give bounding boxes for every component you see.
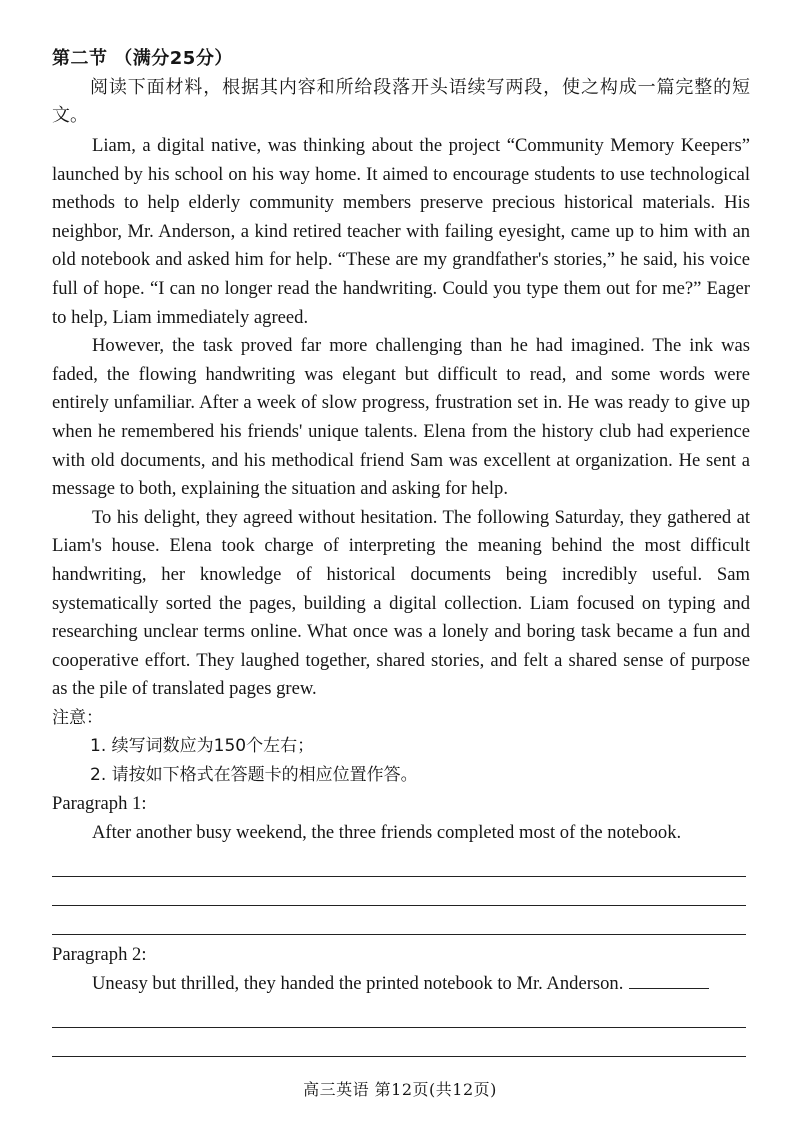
- paragraph-1-starter: After another busy weekend, the three friends completed most of the notebook.: [92, 821, 682, 843]
- exam-page: [52, 44, 750, 1057]
- page-footer: 高三英语 第12页(共12页): [303, 1080, 497, 1099]
- paragraph-2-starter-line: [92, 969, 750, 999]
- answer-line[interactable]: [52, 999, 746, 1028]
- answer-line[interactable]: [52, 848, 746, 877]
- starter-blank[interactable]: [629, 974, 709, 989]
- notice-item: 1. 续写词数应为150个左右；: [90, 735, 315, 756]
- passage: [52, 132, 750, 704]
- paragraph-2-block: [52, 941, 750, 1057]
- answer-line[interactable]: [52, 906, 746, 935]
- notice-label: 注意：: [52, 707, 103, 728]
- passage-paragraph: To his delight, they agreed without hesitation. The following Saturday, they gathered at Liam's house. Elena took charge of interpreting the meaning behind the most difficult handwriting, her knowledge of historical documents being incredibly useful. Sam systematically sorted the pages, building a digital collection. Liam focused on typing and researching unclear terms online. What once was a lonely and boring task became a fun and cooperative effort. They laughed together, shared stories, and felt a shared sense of purpose as the pile of translated pages grew.: [52, 506, 750, 700]
- paragraph-1-label: Paragraph 1:: [52, 792, 147, 814]
- notice-block: [52, 704, 750, 790]
- paragraph-2-starter: Uneasy but thrilled, they handed the printed notebook to Mr. Anderson.: [92, 972, 624, 994]
- answer-line[interactable]: [52, 1028, 746, 1057]
- section-title: 第二节 （满分25分）: [52, 48, 233, 69]
- answer-line[interactable]: [52, 877, 746, 906]
- passage-paragraph: Liam, a digital native, was thinking about the project “Community Memory Keepers” launched by his school on his way home. It aimed to encourage students to use technological methods to help elderly community members preserve precious historical materials. His neighbor, Mr. Anderson, a kind retired teacher with failing eyesight, came up to him with an old notebook and asked him for help. “These are my grandfather's stories,” he said, his voice full of hope. “I can no longer read the handwriting. Could you type them out for me?” Eager to help, Liam immediately agreed.: [52, 135, 750, 328]
- instructions-text: 阅读下面材料，根据其内容和所给段落开头语续写两段，使之构成一篇完整的短文。: [52, 77, 750, 126]
- paragraph-2-label: Paragraph 2:: [52, 943, 147, 965]
- passage-paragraph: However, the task proved far more challenging than he had imagined. The ink was faded, the flowing handwriting was elegant but difficult to read, and some words were entirely unfamiliar. After a week of slow progress, frustration set in. He was ready to give up when he remembered his friends' unique talents. Elena from the history club had experience with old documents, and his methodical friend Sam was excellent at organization. He sent a message to both, explaining the situation and asking for help.: [52, 335, 750, 500]
- notice-item: 2. 请按如下格式在答题卡的相应位置作答。: [90, 764, 418, 785]
- paragraph-1-block: [52, 790, 750, 935]
